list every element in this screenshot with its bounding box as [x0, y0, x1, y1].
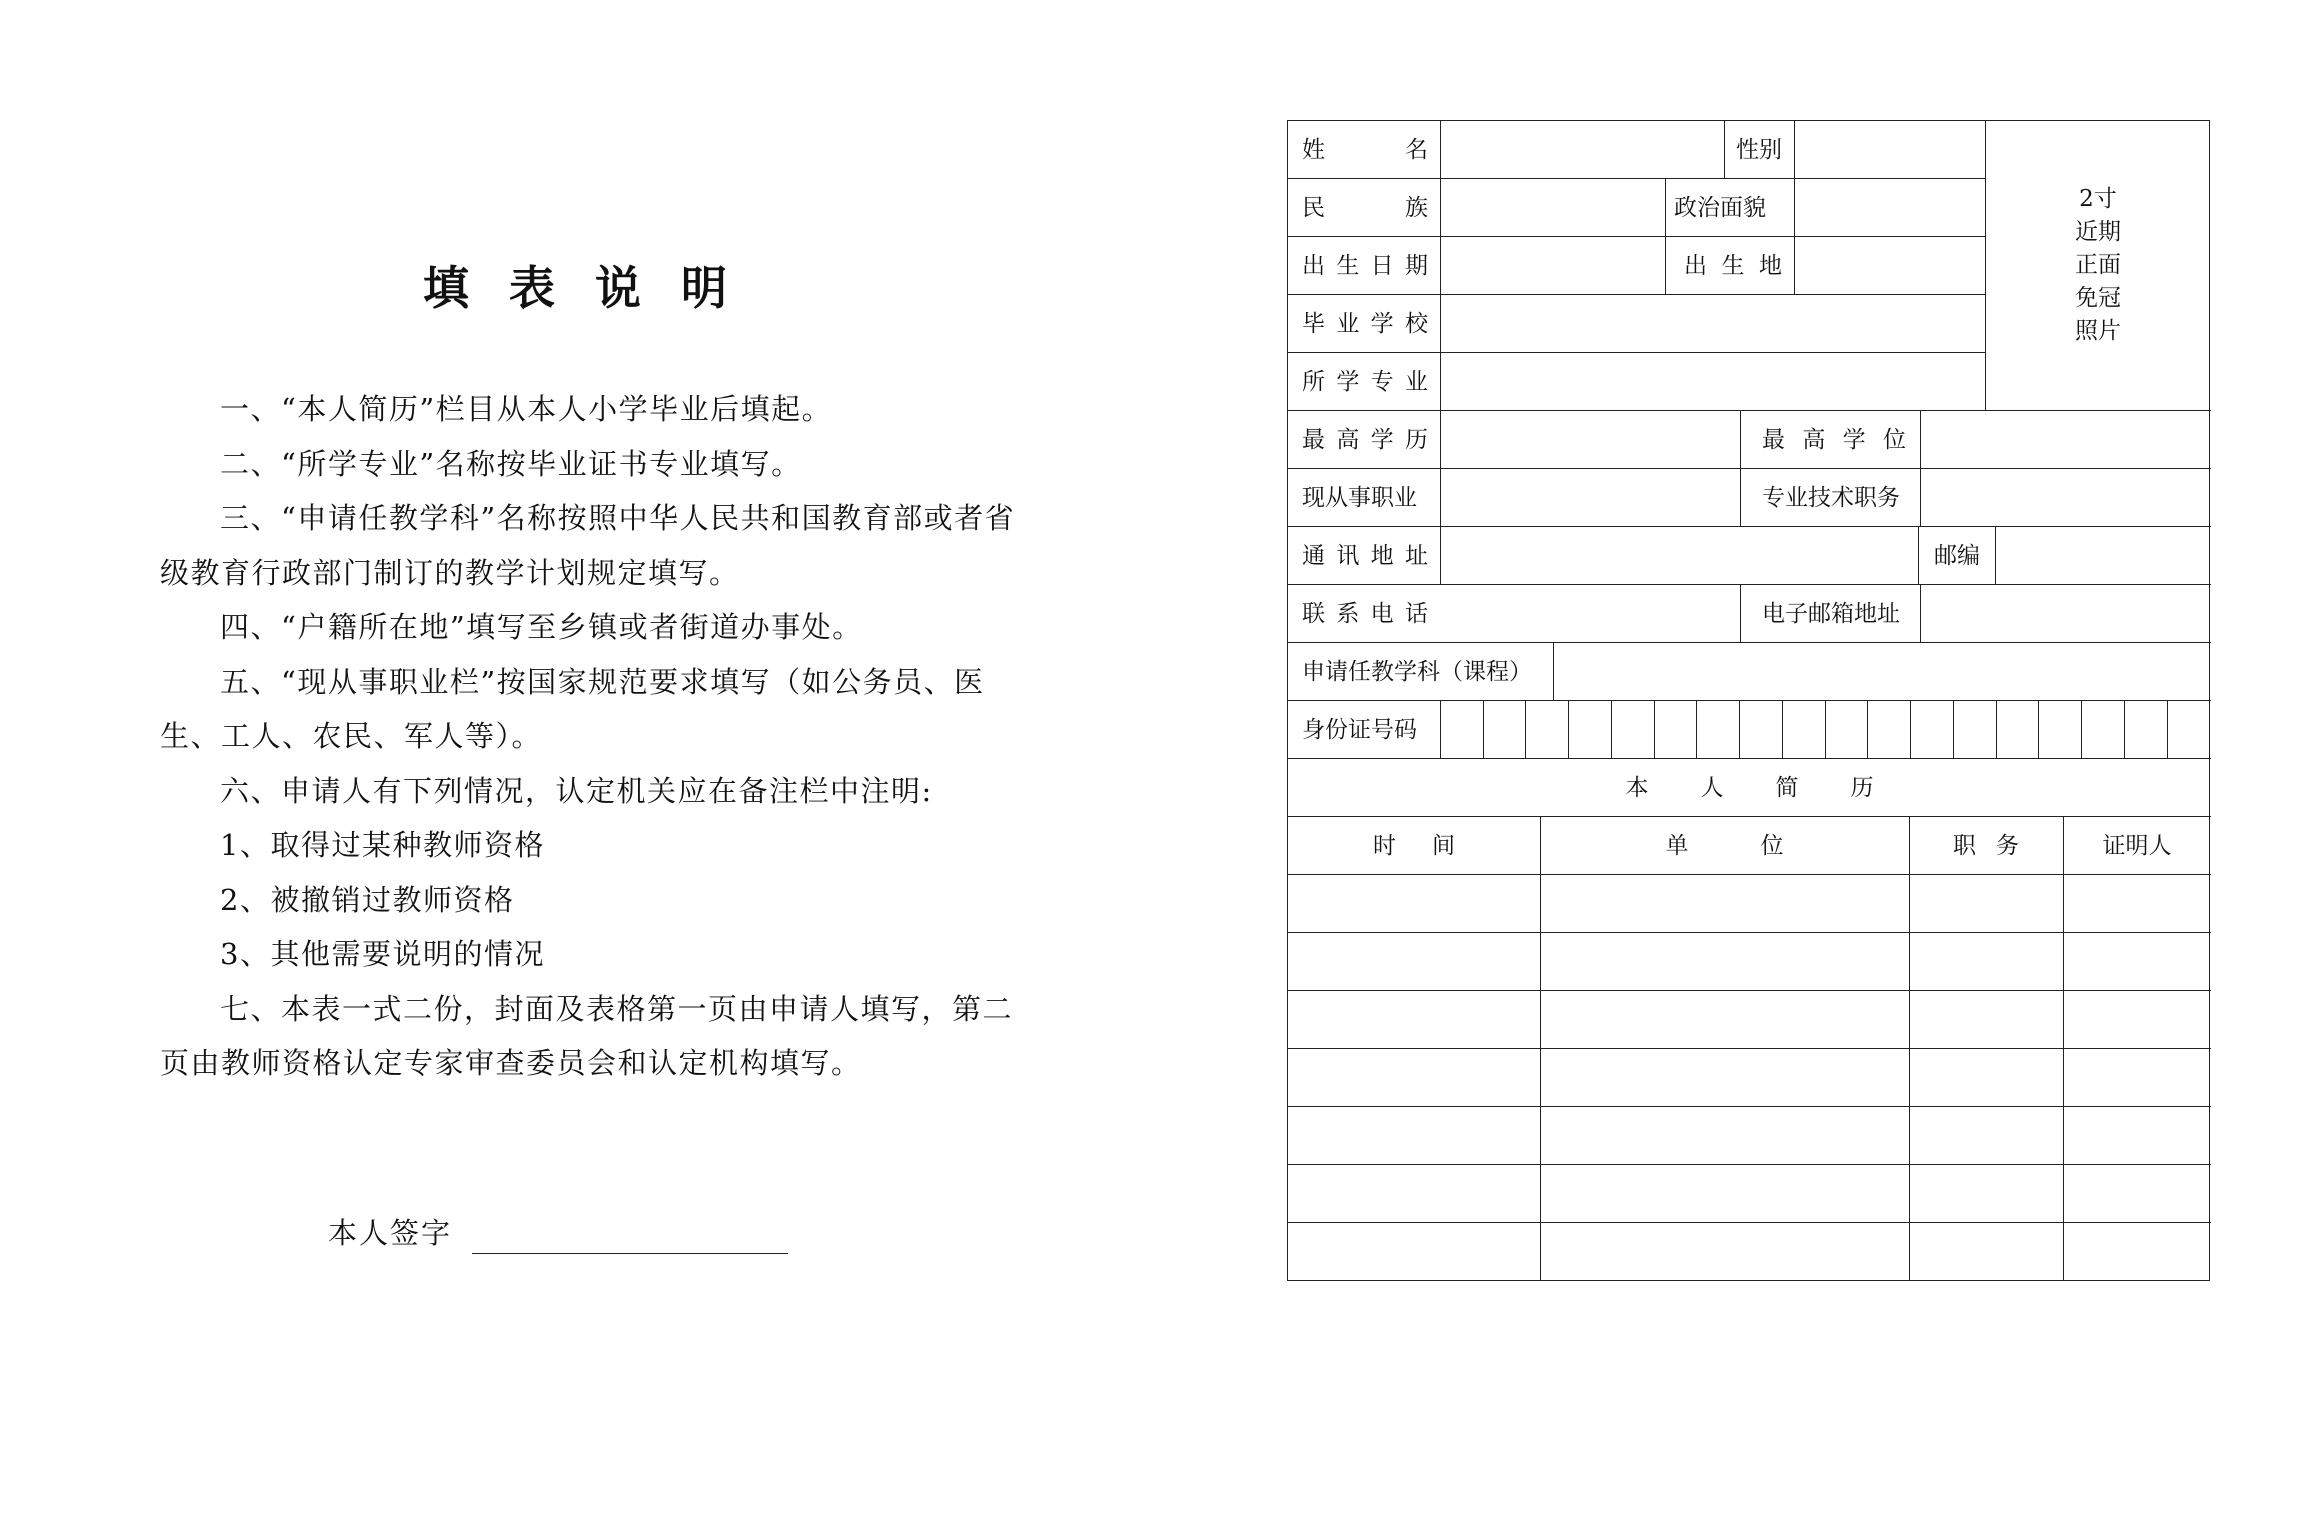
instruction-item: 七、本表一式二份，封面及表格第一页由申请人填写，第二页由教师资格认定专家审查委员会和认定机构填写。 — [160, 991, 1014, 1080]
table-row[interactable] — [1288, 1165, 2211, 1222]
label-birthplace: 出生地 — [1684, 253, 1782, 279]
resume-col-position: 职务 — [1953, 833, 2039, 859]
label-birth-date: 出生日期 — [1302, 253, 1428, 279]
table-row[interactable] — [1288, 1223, 2211, 1280]
gender-field[interactable] — [1795, 122, 1984, 178]
instruction-item: 二、“所学专业”名称按毕业证书专业填写。 — [220, 446, 802, 481]
grid-line — [1918, 526, 1919, 584]
birthplace-field[interactable] — [1795, 238, 1984, 294]
table-row[interactable] — [1288, 875, 2211, 932]
instruction-item: 1、取得过某种教师资格 — [220, 828, 545, 862]
instruction-item: 2、被撤销过教师资格 — [220, 882, 515, 917]
political-status-field[interactable] — [1795, 180, 1984, 236]
instruction-item: 一、“本人简历”栏目从本人小学毕业后填起。 — [220, 392, 833, 426]
application-form — [1287, 120, 2210, 1281]
grid-line — [1724, 121, 1725, 178]
table-row[interactable] — [1288, 1107, 2211, 1164]
ethnicity-field[interactable] — [1441, 180, 1664, 236]
table-row[interactable] — [1288, 1049, 2211, 1106]
label-phone: 联系电话 — [1302, 601, 1428, 627]
photo-placeholder[interactable] — [1985, 183, 2211, 348]
label-highest-education: 最高学历 — [1302, 427, 1428, 453]
instruction-item: 三、“申请任教学科”名称按照中华人民共和国教育部或者省级教育行政部门制订的教学计划规定填写。 — [160, 501, 1016, 590]
name-field[interactable] — [1441, 122, 1723, 178]
mailing-address-field[interactable] — [1441, 528, 1917, 584]
label-major: 所学专业 — [1302, 369, 1428, 395]
table-row[interactable] — [1288, 991, 2211, 1048]
instruction-item: 3、其他需要说明的情况 — [220, 937, 545, 971]
resume-col-time: 时间 — [1373, 833, 1491, 859]
major-field[interactable] — [1441, 354, 1984, 410]
signature-label: 本人签字 — [328, 1216, 453, 1250]
photo-line: 2寸 — [2079, 186, 2117, 212]
birth-date-field[interactable] — [1441, 238, 1664, 294]
grid-line — [1665, 178, 1666, 294]
grid-line — [1740, 584, 1741, 642]
photo-line: 照片 — [2075, 318, 2121, 344]
teaching-subject-field[interactable] — [1554, 644, 2210, 700]
photo-line: 免冠 — [2075, 285, 2121, 311]
label-gender: 性别 — [1736, 137, 1782, 163]
label-political-status: 政治面貌 — [1674, 195, 1766, 221]
graduated-school-field[interactable] — [1441, 296, 1984, 352]
professional-title-field[interactable] — [1921, 470, 2210, 526]
instruction-item: 四、“户籍所在地”填写至乡镇或者街道办事处。 — [220, 610, 863, 644]
label-mailing-address: 通讯地址 — [1302, 543, 1428, 569]
grid-line — [1740, 410, 1741, 526]
resume-col-witness: 证明人 — [2102, 833, 2172, 859]
label-postcode: 邮编 — [1934, 543, 1980, 569]
instructions-page — [0, 0, 1150, 1518]
highest-degree-field[interactable] — [1921, 412, 2210, 468]
label-highest-degree: 最高学位 — [1762, 427, 1906, 453]
label-graduated-school: 毕业学校 — [1302, 311, 1428, 337]
current-occupation-field[interactable] — [1441, 470, 1739, 526]
instruction-item: 六、申请人有下列情况，认定机关应在备注栏中注明: — [220, 773, 933, 808]
email-field[interactable] — [1921, 586, 2210, 642]
postcode-field[interactable] — [1996, 528, 2210, 584]
resume-title: 本人简历 — [1625, 775, 1926, 801]
label-current-occupation: 现从事职业 — [1302, 485, 1417, 511]
label-ethnicity: 民族 — [1302, 195, 1428, 221]
phone-field[interactable] — [1441, 586, 1739, 642]
photo-line: 近期 — [2075, 219, 2121, 245]
label-id-number: 身份证号码 — [1302, 717, 1417, 743]
signature-line[interactable] — [472, 1253, 788, 1254]
label-professional-title: 专业技术职务 — [1762, 485, 1900, 511]
label-email: 电子邮箱地址 — [1762, 601, 1900, 627]
label-name: 姓名 — [1302, 137, 1428, 163]
page-title: 填表说明 — [423, 261, 767, 315]
label-teaching-subject: 申请任教学科（课程） — [1302, 659, 1532, 685]
table-row[interactable] — [1288, 933, 2211, 990]
instructions-list — [160, 382, 1040, 1091]
resume-col-unit: 单位 — [1665, 833, 1856, 859]
id-number-field[interactable] — [1441, 702, 2210, 758]
highest-education-field[interactable] — [1441, 412, 1739, 468]
photo-line: 正面 — [2075, 252, 2121, 278]
instruction-item: 五、“现从事职业栏”按国家规范要求填写（如公务员、医生、工人、农民、军人等）。 — [160, 664, 985, 753]
